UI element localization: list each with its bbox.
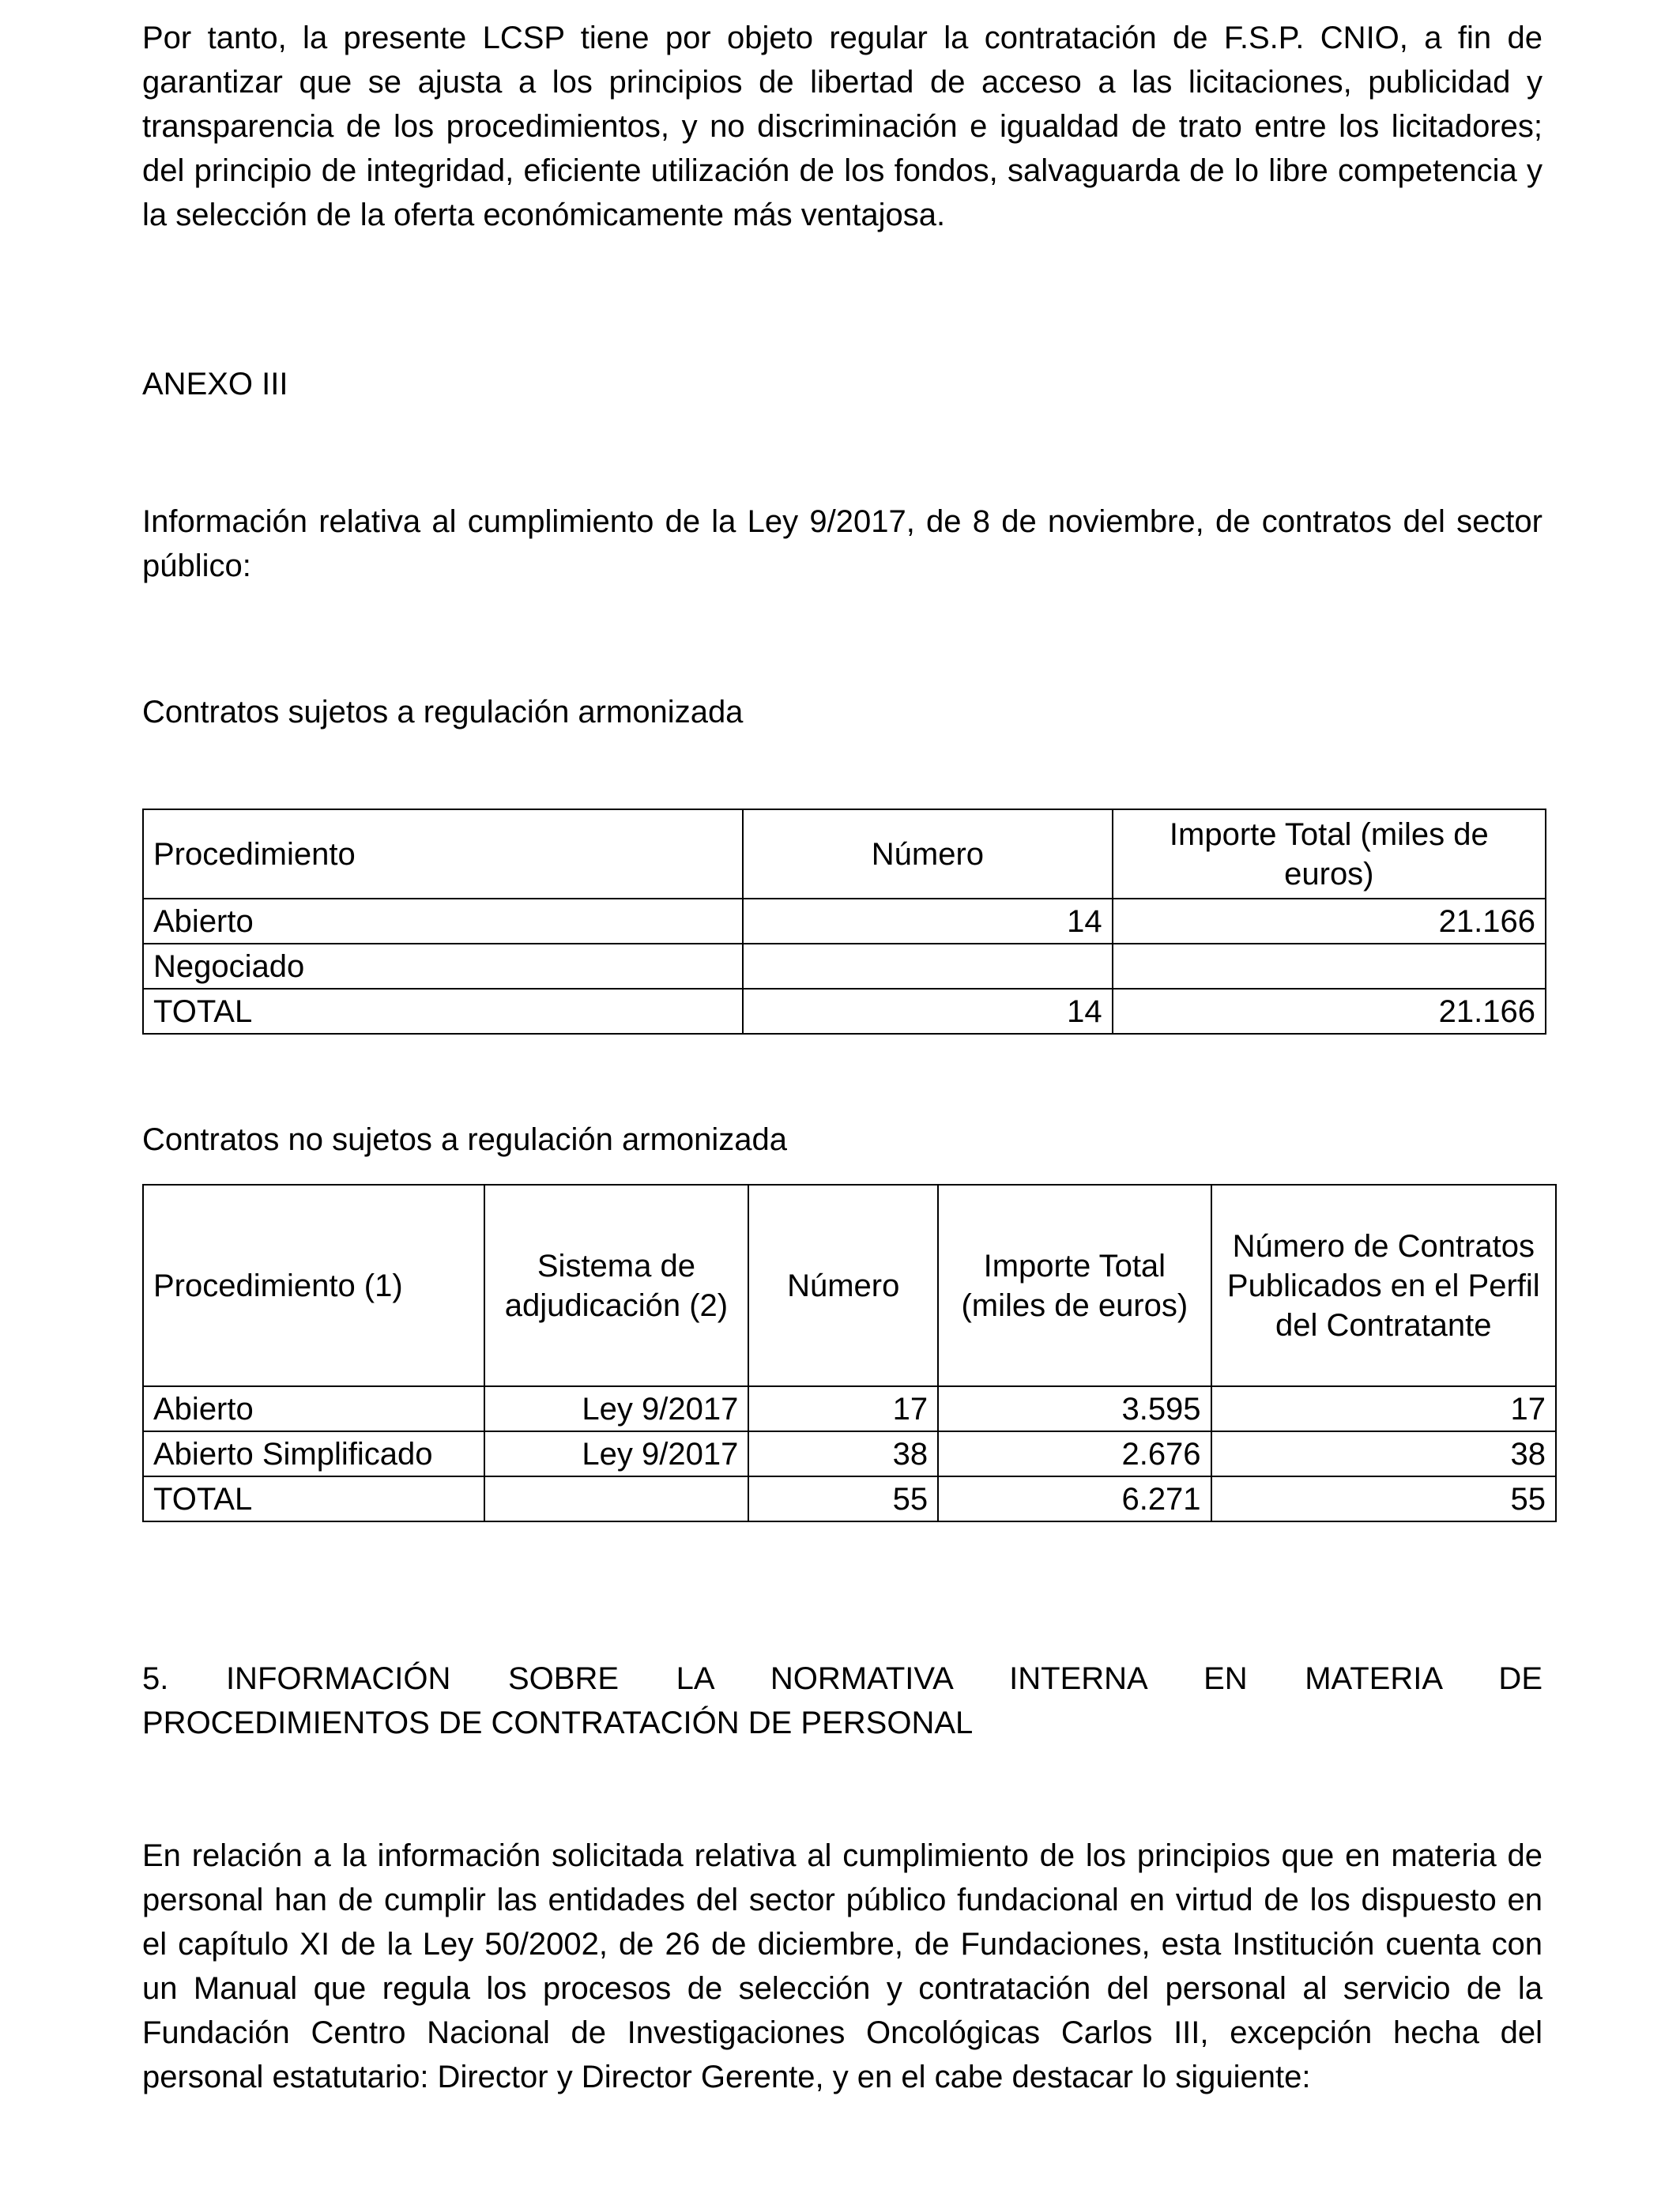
intro-paragraph: Por tanto, la presente LCSP tiene por objeto regular la contratación de F.S.P. CNIO, a fin de garantizar que se ajusta a los principios de libertad de acceso a las licitaciones, publicidad y transparencia de los procedimientos, y no discriminación e igualdad de trato entre los licitadores; del principio de integridad, eficiente utilización de los fondos, salvaguarda de lo libre competencia y la selección de la oferta económicamente más ventajosa.	[142, 21, 1543, 232]
table-row	[143, 944, 1546, 989]
cell-contratos-publicados: 55	[1211, 1476, 1556, 1521]
annex-intro: Información relativa al cumplimiento de la Ley 9/2017, de 8 de noviembre, de contratos del sector público:	[142, 504, 1543, 583]
cell-sistema-adjudicacion	[484, 1476, 749, 1521]
cell-importe: 3.595	[938, 1386, 1211, 1431]
table-row	[143, 899, 1546, 944]
cell-numero: 38	[748, 1431, 938, 1476]
section5-title-line2: PROCEDIMIENTOS DE CONTRATACIÓN DE PERSONAL	[142, 1706, 974, 1740]
table2-caption: Contratos no sujetos a regulación armonizada	[142, 1122, 788, 1157]
cell-contratos-publicados: 17	[1211, 1386, 1556, 1431]
cell-importe	[1113, 944, 1546, 989]
table1-caption: Contratos sujetos a regulación armonizada	[142, 695, 744, 729]
cell-importe: 2.676	[938, 1431, 1211, 1476]
cell-sistema-adjudicacion: Ley 9/2017	[484, 1386, 749, 1431]
table-header-row	[143, 809, 1546, 899]
header-contratos-publicados: Número de Contratos Publicados en el Perfil del Contratante	[1211, 1185, 1556, 1386]
non-harmonized-contracts-table	[142, 1184, 1557, 1522]
table-total-row	[143, 1476, 1556, 1521]
header-importe: Importe Total (miles de euros)	[938, 1185, 1211, 1386]
cell-procedimiento: Abierto	[143, 1386, 484, 1431]
cell-numero: 17	[748, 1386, 938, 1431]
table-row	[143, 1386, 1556, 1431]
cell-numero	[743, 944, 1112, 989]
table-header-row	[143, 1185, 1556, 1386]
cell-importe: 21.166	[1113, 899, 1546, 944]
cell-procedimiento: Abierto Simplificado	[143, 1431, 484, 1476]
section5-paragraph: En relación a la información solicitada relativa al cumplimiento de los principios que en materia de personal han de cumplir las entidades del sector público fundacional en virtud de los dispuesto en el capítulo XI de la Ley 50/2002, de 26 de diciembre, de Fundaciones, esta Institución cuenta con un Manual que regula los procesos de selección y contratación del personal al servicio de la Fundación Centro Nacional de Investigaciones Oncológicas Carlos III, excepción hecha del personal estatutario: Director y Director Gerente, y en el cabe destacar lo siguiente:	[142, 1838, 1543, 2094]
table-row	[143, 1431, 1556, 1476]
cell-procedimiento: TOTAL	[143, 989, 743, 1034]
cell-contratos-publicados: 38	[1211, 1431, 1556, 1476]
section5-title-line1: 5. INFORMACIÓN SOBRE LA NORMATIVA INTERNA EN MATERIA DE	[142, 1661, 1543, 1696]
cell-procedimiento: TOTAL	[143, 1476, 484, 1521]
annex-title: ANEXO III	[142, 367, 288, 401]
header-importe: Importe Total (miles de euros)	[1113, 809, 1546, 899]
cell-procedimiento: Abierto	[143, 899, 743, 944]
table-total-row	[143, 989, 1546, 1034]
cell-numero: 14	[743, 899, 1112, 944]
cell-numero: 55	[748, 1476, 938, 1521]
cell-numero: 14	[743, 989, 1112, 1034]
header-procedimiento: Procedimiento (1)	[143, 1185, 484, 1386]
harmonized-contracts-table	[142, 809, 1546, 1035]
header-procedimiento: Procedimiento	[143, 809, 743, 899]
cell-importe: 21.166	[1113, 989, 1546, 1034]
cell-procedimiento: Negociado	[143, 944, 743, 989]
header-sistema-adjudicacion: Sistema de adjudicación (2)	[484, 1185, 749, 1386]
cell-importe: 6.271	[938, 1476, 1211, 1521]
header-numero: Número	[748, 1185, 938, 1386]
cell-sistema-adjudicacion: Ley 9/2017	[484, 1431, 749, 1476]
header-numero: Número	[743, 809, 1112, 899]
